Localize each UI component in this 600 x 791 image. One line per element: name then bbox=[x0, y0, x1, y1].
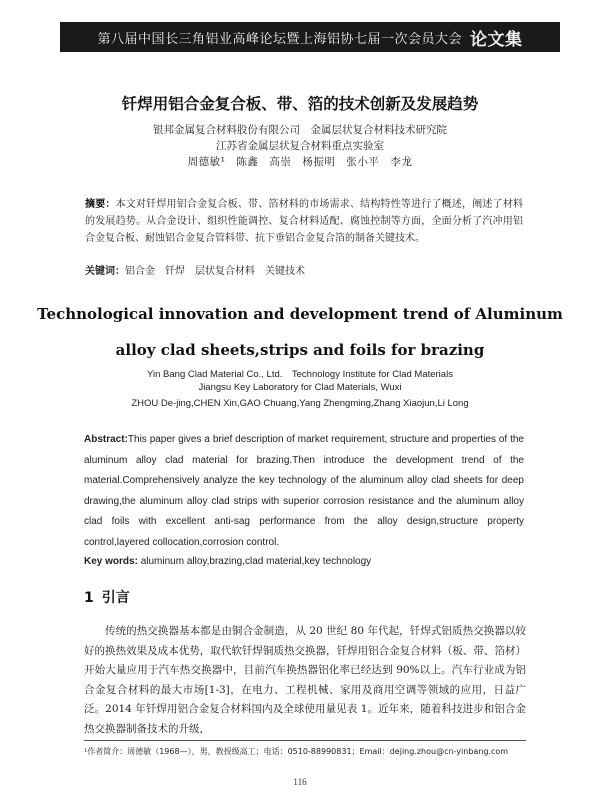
section-heading bbox=[84, 587, 130, 607]
english-keywords bbox=[84, 556, 371, 567]
conference-banner bbox=[60, 22, 560, 52]
author-footnote: ¹作者简介：周德敏（1968—），男，教授级高工；电话：0510-88990831；Email：dejing.zhou@cn-yinbang.com bbox=[84, 747, 509, 756]
banner-tag: 论文集 bbox=[470, 29, 523, 50]
english-abstract-label: Abstract: bbox=[84, 434, 128, 445]
chinese-title: 钎焊用铝合金复合板、带、箔的技术创新及发展趋势 bbox=[121, 95, 479, 113]
english-title-line1: Technological innovation and development trend of Aluminum bbox=[37, 305, 563, 323]
english-title-line2: alloy clad sheets,strips and foils for brazing bbox=[115, 341, 485, 359]
chinese-abstract-label: 摘要： bbox=[85, 199, 116, 210]
page-number: 116 bbox=[293, 777, 307, 787]
footnote-divider bbox=[84, 740, 526, 741]
section-number: 1 bbox=[84, 590, 94, 606]
chinese-keywords-text: 铝合金 钎焊 层状复合材料 关键技术 bbox=[125, 266, 305, 277]
chinese-affiliation-line2: 江苏省金属层状复合材料重点实验室 bbox=[216, 140, 384, 152]
banner-text: 第八届中国长三角铝业高峰论坛暨上海铝协七届一次会员大会 bbox=[97, 31, 462, 47]
chinese-abstract bbox=[85, 196, 523, 247]
chinese-keywords-label: 关键词： bbox=[85, 266, 125, 277]
english-abstract-text: This paper gives a brief description of market requirement, structure and properties of the aluminum alloy clad material for brazing.Then introduce the development trend of the material.Comprehensively analyze the key technology of the aluminum alloy clad sheets for deep drawing,the aluminum alloy clad strips with superior corrosion resistance and the aluminum alloy clad foils with excellent anti-sag performance from the alloy design,structure property control,layered collocation,corrosion control. bbox=[84, 434, 524, 548]
english-abstract bbox=[84, 430, 524, 553]
english-keywords-label: Key words: bbox=[84, 556, 138, 567]
english-keywords-text: aluminum alloy,brazing,clad material,key technology bbox=[140, 556, 372, 567]
chinese-keywords bbox=[85, 262, 305, 277]
chinese-abstract-text: 本文对钎焊用铝合金复合板、带、箔材料的市场需求、结构特性等进行了概述，阐述了材料的发展趋势。从合金设计、组织性能调控、复合材料适配、腐蚀控制等方面，全面分析了汽冲用铝合金复合板、耐蚀铝合金复合管料带、抗下垂铝合金复合箔的制备关键技术。 bbox=[85, 199, 524, 244]
english-affiliation-line1: Yin Bang Clad Material Co., Ltd. Technology Institute for Clad Materials bbox=[147, 369, 453, 380]
chinese-authors: 周德敏¹ 陈鑫 高崇 杨振明 张小平 李龙 bbox=[187, 156, 413, 168]
section-title: 引言 bbox=[101, 590, 130, 606]
english-affiliation-line2: Jiangsu Key Laboratory for Clad Materials, Wuxi bbox=[198, 382, 402, 393]
chinese-affiliation-line1: 银邦金属复合材料股份有限公司 金属层状复合材料技术研究院 bbox=[153, 124, 447, 136]
english-authors: ZHOU De-jing,CHEN Xin,GAO Chuang,Yang Zhengming,Zhang Xiaojun,Li Long bbox=[131, 398, 469, 409]
body-paragraph: 传统的热交换器基本都是由铜合金制造，从 20 世纪 80 年代起，钎焊式铝质热交换器以较好的换热效果及成本优势，取代软钎焊铜质热交换器，钎焊用铝合金复合材料（板、带、箔材）开始大量应用于汽车热交换器中，目前汽车换热器铝化率已经达到 90%以上。汽车行业成为铝合金复合材料的最大市场[1-3]，在电力、工程机械、家用及商用空调等领域的应用，日益广泛。2014 年钎焊用铝合金复合材料国内及全球使用量见表 1。近年来，随着科技进步和铝合金热交换器制备技术的升级， bbox=[84, 625, 526, 735]
